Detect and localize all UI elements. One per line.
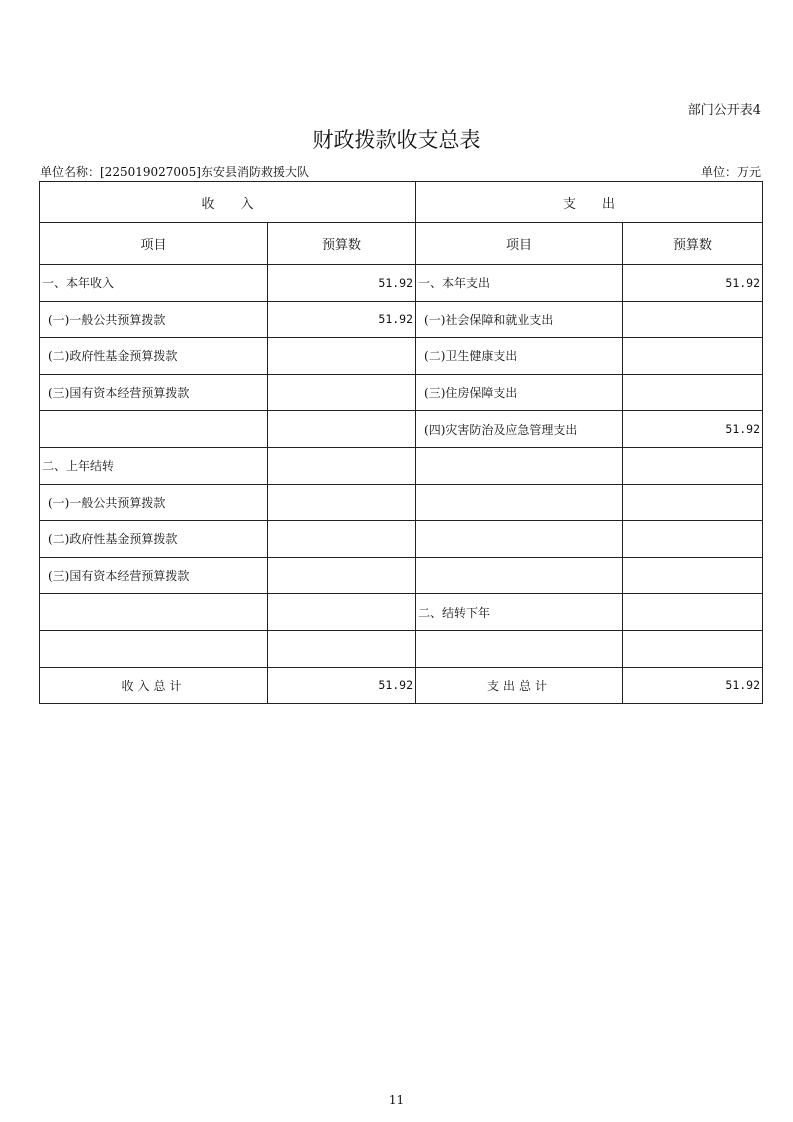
expense-amount-cell <box>623 338 763 375</box>
page-title: 财政拨款收支总表 <box>312 128 481 152</box>
expense-amount-cell <box>623 594 763 631</box>
expense-item-cell: 一、本年支出 <box>416 265 623 302</box>
income-item-cell <box>40 630 268 667</box>
currency-unit: 单位：万元 <box>700 165 761 179</box>
expense-total-amount: 51.92 <box>623 667 763 704</box>
table-row <box>40 594 763 631</box>
expense-item-cell: 二、结转下年 <box>416 594 623 631</box>
expense-amount-cell <box>623 301 763 338</box>
income-item-cell: (一)一般公共预算拨款 <box>40 301 268 338</box>
expense-item-cell <box>416 521 623 558</box>
table-row <box>40 265 763 302</box>
income-amount-cell <box>268 484 416 521</box>
income-amount-cell: 51.92 <box>268 265 416 302</box>
income-budget-header: 预算数 <box>268 223 416 265</box>
unit-name: 单位名称：[225019027005]东安县消防救援大队 <box>40 165 309 179</box>
expense-amount-cell <box>623 521 763 558</box>
income-amount-cell <box>268 447 416 484</box>
income-item-cell <box>40 411 268 448</box>
expense-amount-cell <box>623 374 763 411</box>
expense-amount-cell <box>623 484 763 521</box>
expense-section-header: 支 出 <box>416 182 763 223</box>
expense-item-cell: (四)灾害防治及应急管理支出 <box>416 411 623 448</box>
table-row <box>40 521 763 558</box>
income-item-cell: 一、本年收入 <box>40 265 268 302</box>
table-row <box>40 447 763 484</box>
income-amount-cell: 51.92 <box>268 301 416 338</box>
page-number: 11 <box>388 1093 405 1107</box>
totals-row <box>40 667 763 704</box>
expense-amount-cell <box>623 557 763 594</box>
expense-total-label: 支出总计 <box>416 667 623 704</box>
expense-item-cell <box>416 484 623 521</box>
expense-amount-cell: 51.92 <box>623 411 763 448</box>
expense-item-cell: (二)卫生健康支出 <box>416 338 623 375</box>
income-item-cell: (一)一般公共预算拨款 <box>40 484 268 521</box>
income-item-cell: (二)政府性基金预算拨款 <box>40 521 268 558</box>
expense-amount-cell: 51.92 <box>623 265 763 302</box>
table-column-header <box>40 223 763 265</box>
table-row <box>40 301 763 338</box>
income-item-cell: (三)国有资本经营预算拨款 <box>40 374 268 411</box>
table-row <box>40 484 763 521</box>
income-amount-cell <box>268 411 416 448</box>
table-section-header <box>40 182 763 223</box>
table-row <box>40 630 763 667</box>
income-amount-cell <box>268 521 416 558</box>
table-row <box>40 374 763 411</box>
income-item-cell: (三)国有资本经营预算拨款 <box>40 557 268 594</box>
document-code: 部门公开表4 <box>687 103 761 118</box>
table-row <box>40 411 763 448</box>
income-item-cell: (二)政府性基金预算拨款 <box>40 338 268 375</box>
expense-item-cell: (三)住房保障支出 <box>416 374 623 411</box>
income-amount-cell <box>268 338 416 375</box>
income-item-header: 项目 <box>40 223 268 265</box>
income-total-amount: 51.92 <box>268 667 416 704</box>
income-section-header: 收 入 <box>40 182 416 223</box>
expense-amount-cell <box>623 447 763 484</box>
expense-budget-header: 预算数 <box>623 223 763 265</box>
expense-item-cell <box>416 557 623 594</box>
finance-table <box>39 181 763 704</box>
expense-item-cell <box>416 447 623 484</box>
expense-item-header: 项目 <box>416 223 623 265</box>
expense-item-cell <box>416 630 623 667</box>
table-row <box>40 338 763 375</box>
income-amount-cell <box>268 374 416 411</box>
income-amount-cell <box>268 630 416 667</box>
expense-amount-cell <box>623 630 763 667</box>
income-amount-cell <box>268 557 416 594</box>
income-item-cell: 二、上年结转 <box>40 447 268 484</box>
income-item-cell <box>40 594 268 631</box>
income-total-label: 收入总计 <box>40 667 268 704</box>
income-amount-cell <box>268 594 416 631</box>
expense-item-cell: (一)社会保障和就业支出 <box>416 301 623 338</box>
table-row <box>40 557 763 594</box>
